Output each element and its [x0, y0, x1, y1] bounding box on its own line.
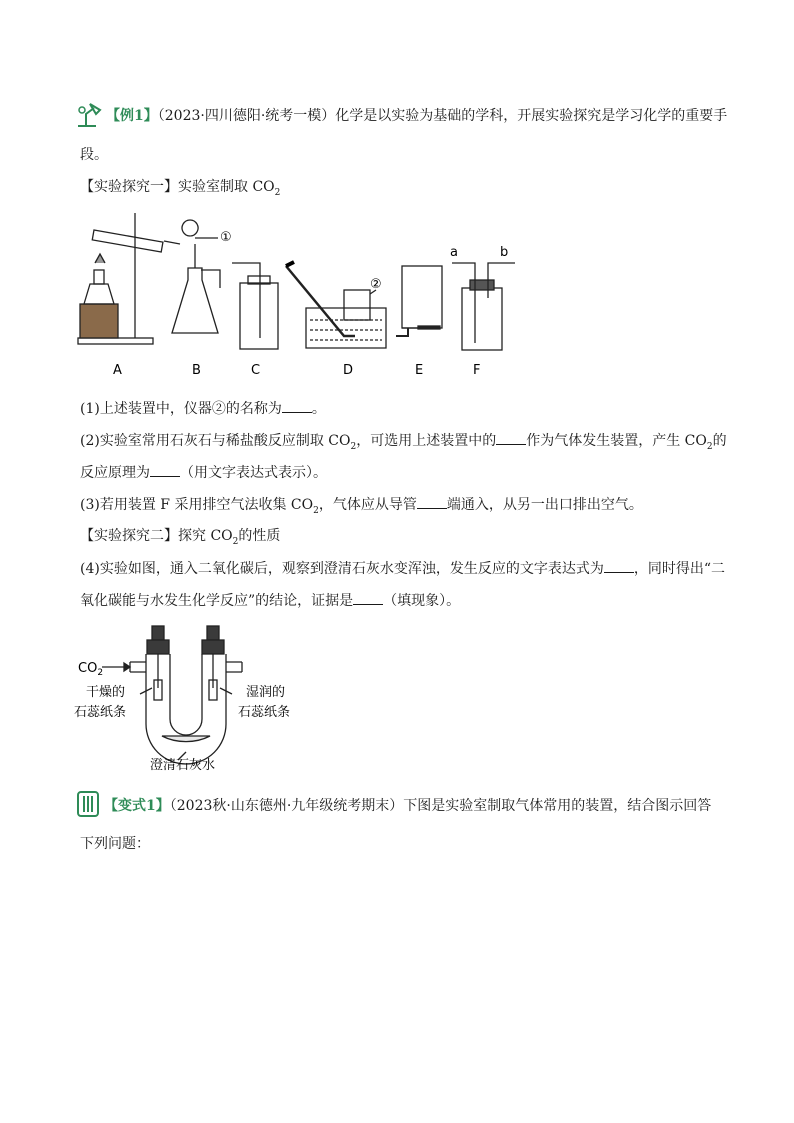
- q3-text: (3)若用装置 F 采用排空气法收集 CO: [80, 497, 314, 513]
- label-c: C: [251, 363, 261, 378]
- apparatus-f: [452, 263, 515, 350]
- q1-text: (1)上述装置中，仪器②的名称为: [80, 401, 282, 417]
- apparatus-a: [78, 213, 180, 344]
- marker-2: ②: [370, 277, 382, 292]
- port-b-label: b: [500, 245, 509, 260]
- q1-end: 。: [311, 401, 326, 417]
- subscript: 2: [706, 441, 713, 452]
- section-text-end: 的性质: [238, 528, 281, 544]
- answer-blank: [496, 430, 526, 445]
- section-2-title: [80, 526, 280, 552]
- u-tube-figure: [74, 624, 314, 774]
- dry-paper-label-2: 石蕊纸条: [74, 705, 127, 720]
- apparatus-e: [396, 266, 442, 336]
- variant-tag: 【变式1】: [104, 798, 170, 814]
- variant-text-cont: 下列问题：: [80, 836, 150, 852]
- q2-post: 作为气体发生装置，产生 CO: [526, 433, 707, 449]
- q4-line2-end: （填现象）。: [383, 593, 461, 609]
- lamp-icon: [74, 100, 104, 130]
- example-tag: 【例1】: [106, 108, 158, 124]
- label-e: E: [415, 363, 424, 378]
- example-text: 化学是以实验为基础的学科，开展实验探究是学习化学的重要手: [335, 108, 728, 124]
- example-text-cont: 段。: [80, 147, 108, 163]
- subscript: 2: [313, 505, 319, 516]
- wet-paper-label-1: 湿润的: [246, 685, 286, 700]
- q3-end: 端通入，从另一出口排出空气。: [446, 497, 643, 513]
- q2-end: 的: [712, 433, 727, 449]
- section-text: 实验室制取 CO: [178, 179, 275, 195]
- wet-paper-label-2: 石蕊纸条: [238, 705, 291, 720]
- label-d: D: [343, 363, 354, 378]
- label-f: F: [473, 363, 481, 378]
- question-2-line-1: [80, 430, 727, 457]
- marker-1: ①: [220, 230, 232, 245]
- q2-text: (2)实验室常用石灰石与稀盐酸反应制取 CO: [80, 433, 351, 449]
- q2-line2-end: （用文字表达式表示）。: [180, 465, 327, 481]
- answer-blank: [604, 558, 634, 573]
- question-2-line-2: [80, 462, 327, 483]
- limewater-label: 澄清石灰水: [150, 758, 216, 773]
- question-4-line-2: [80, 590, 460, 611]
- variant-source: （2023秋·山东德州·九年级统考期末）: [169, 798, 404, 814]
- q4-line2-text: 氧化碳能与水发生化学反应”的结论，证据是: [80, 593, 354, 609]
- q2-line2-text: 反应原理为: [80, 465, 150, 481]
- label-a: A: [113, 363, 122, 378]
- section-label: 【实验探究二】: [80, 528, 178, 544]
- question-4-line-1: [80, 558, 725, 579]
- port-a-label: a: [450, 245, 458, 260]
- example-source: （2023·四川德阳·统考一模）: [157, 108, 336, 124]
- apparatus-c: [232, 263, 278, 349]
- section-label: 【实验探究一】: [80, 179, 178, 195]
- example-1-line-2: [80, 145, 108, 165]
- answer-blank: [353, 590, 383, 605]
- variant-1-line-1: [104, 796, 711, 816]
- book-icon: [74, 788, 102, 820]
- label-b: B: [192, 363, 201, 378]
- variant-text: 下图是实验室制取气体常用的装置，结合图示回答: [403, 798, 712, 814]
- question-3: [80, 494, 643, 521]
- q4-text: (4)实验如图，通入二氧化碳后，观察到澄清石灰水变浑浊，发生反应的文字表达式为: [80, 561, 604, 577]
- q4-post: ，同时得出“二: [633, 561, 726, 577]
- answer-blank: [150, 462, 180, 477]
- apparatus-d: [286, 262, 386, 348]
- subscript: 2: [232, 536, 239, 547]
- answer-blank: [282, 398, 312, 413]
- apparatus-figure: [70, 208, 530, 378]
- co2-label: $CO_2$: [78, 661, 104, 678]
- example-1-line-1: [106, 106, 727, 126]
- answer-blank: [417, 494, 447, 509]
- variant-1-line-2: [80, 834, 150, 854]
- dry-paper-label-1: 干燥的: [86, 685, 126, 700]
- q2-mid: ，可选用上述装置中的: [356, 433, 497, 449]
- section-text: 探究 CO: [178, 528, 233, 544]
- question-1: [80, 398, 326, 419]
- apparatus-b: [172, 220, 220, 333]
- section-1-title: [80, 177, 280, 203]
- subscript: 2: [274, 187, 281, 198]
- subscript: 2: [350, 441, 357, 452]
- q3-mid: ，气体应从导管: [318, 497, 417, 513]
